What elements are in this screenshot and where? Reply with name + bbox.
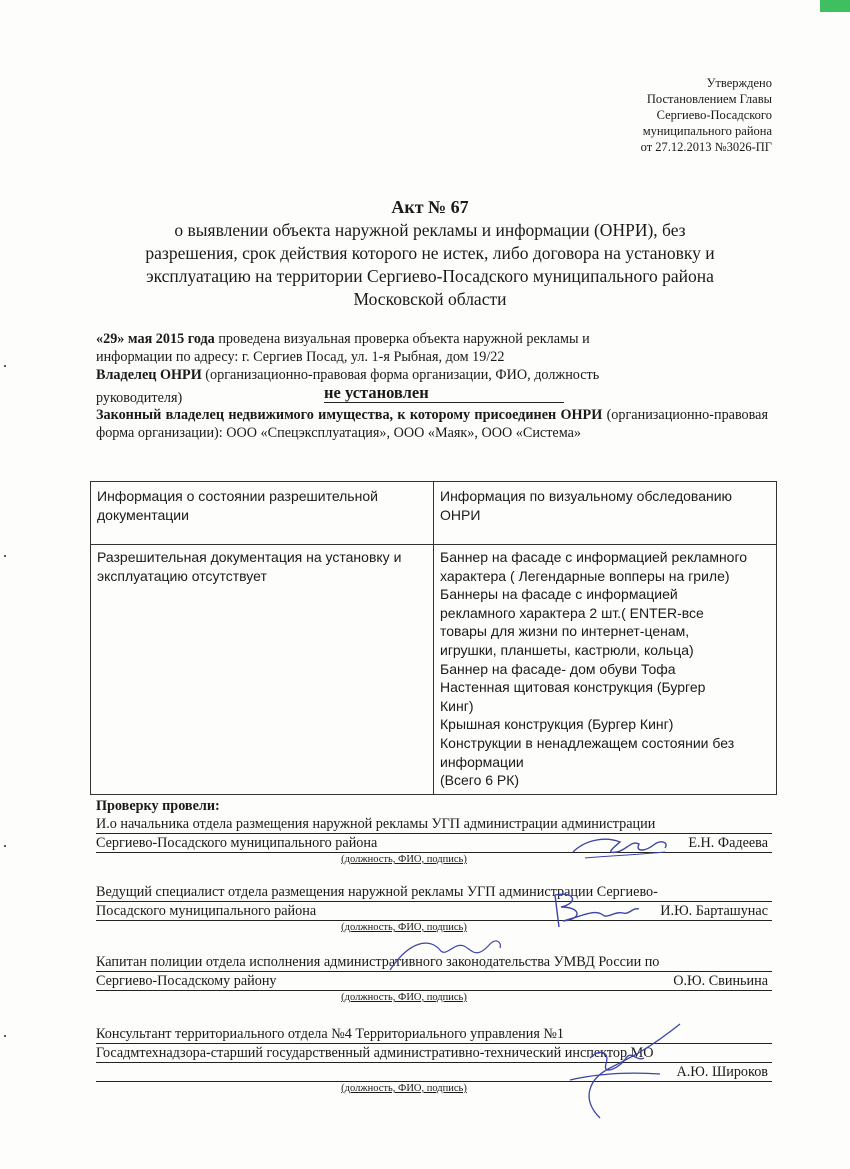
inspector-name: И.Ю. Барташунас — [660, 903, 768, 919]
finding-line: Настенная щитовая конструкция (Бургер — [440, 679, 706, 696]
inspector-position-2: Сергиево-Посадского муниципального района — [96, 835, 378, 851]
finding-line: Крышная конструкция (Бургер Кинг) — [440, 716, 674, 733]
table-divider — [433, 482, 434, 794]
address-text: информации по адресу: г. Сергиев Посад, ул. 1-я Рыбная, дом 19/22 — [96, 349, 505, 365]
scan-edge-mark — [820, 0, 850, 12]
inspection-paragraph — [96, 330, 768, 348]
inspection-date: «29» мая 2015 года — [96, 331, 215, 347]
inspection-text: проведена визуальная проверка объекта наружной рекламы и — [214, 331, 590, 347]
owner-desc-2: руководителя) — [96, 390, 183, 406]
approval-line: Постановлением Главы — [646, 92, 772, 106]
inspector-position: Капитан полиции отдела исполнения административного законодательства УМВД России по — [96, 953, 772, 972]
signature-block — [96, 883, 772, 934]
inspection-findings — [440, 548, 772, 790]
scan-dot — [4, 555, 6, 557]
owner-label: Владелец ОНРИ — [96, 367, 202, 383]
inspectors-title: Проверку провели: — [96, 798, 220, 814]
title-line: эксплуатацию на территории Сергиево-Посадского муниципального района — [146, 266, 714, 286]
approval-stamp — [552, 75, 772, 155]
approval-line: Сергиево-Посадского — [656, 108, 772, 122]
signature-fadeeva-icon — [565, 822, 675, 872]
document-title — [95, 196, 765, 311]
legal-owner-paragraph — [96, 406, 768, 442]
title-line: разрешения, срок действия которого не истек, либо договора на установку и — [145, 243, 715, 263]
documentation-table — [90, 481, 777, 795]
approval-line: от 27.12.2013 №3026-ПГ — [640, 140, 772, 154]
signature-caption: (должность, ФИО, подпись) — [341, 992, 467, 1003]
inspector-position: Консультант территориального отдела №4 Территориального управления №1 — [96, 1025, 772, 1044]
inspector-position: Ведущий специалист отдела размещения наружной рекламы УГП администрации Сергиево- — [96, 883, 772, 902]
act-number: Акт № 67 — [391, 197, 469, 217]
inspector-name: О.Ю. Свиньина — [673, 973, 768, 989]
legal-owner-label: Законный владелец недвижимого имущества, к которому присоединен ОНРИ — [96, 407, 603, 423]
table-divider — [91, 544, 776, 545]
finding-line: Баннер на фасаде с информацией рекламного — [440, 549, 748, 565]
title-line: Московской области — [353, 289, 507, 309]
signature-caption: (должность, ФИО, подпись) — [341, 922, 467, 933]
owner-paragraph — [96, 366, 768, 384]
inspector-name: Е.Н. Фадеева — [688, 835, 768, 851]
permit-status: Разрешительная документация на установку и эксплуатацию отсутствует — [97, 549, 402, 584]
signature-bartashunas-icon — [545, 885, 645, 933]
inspector-position-2: Сергиево-Посадскому району — [96, 973, 277, 989]
scan-dot — [4, 845, 6, 847]
finding-line: информации — [440, 753, 524, 770]
scan-dot — [4, 365, 6, 367]
table-header-permits: Информация о состоянии разрешительной документации — [97, 488, 378, 523]
signature-shirokov-icon — [540, 1018, 700, 1128]
finding-line: Конструкции в ненадлежащем состоянии без — [440, 734, 735, 751]
inspector-position-2: Госадмтехнадзора-старший государственный административно-технический инспектор МО — [96, 1044, 772, 1063]
scan-dot — [4, 1035, 6, 1037]
title-line: о выявлении объекта наружной рекламы и информации (ОНРИ), без — [174, 220, 686, 240]
inspector-position-2: Посадского муниципального района — [96, 903, 317, 919]
table-header-inspection: Информация по визуальному обследованию ОНРИ — [440, 488, 733, 523]
signature-caption: (должность, ФИО, подпись) — [341, 1083, 467, 1094]
signature-caption: (должность, ФИО, подпись) — [341, 854, 467, 865]
finding-line: рекламного характера 2 шт.( ENTER-все — [440, 604, 704, 621]
signature-svinyina-icon — [380, 930, 510, 980]
inspector-name: А.Ю. Широков — [676, 1064, 768, 1080]
owner-desc: (организационно-правовая форма организации, ФИО, должность — [201, 367, 600, 383]
finding-line: Кинг) — [440, 697, 474, 714]
owner-row — [96, 384, 768, 406]
inspectors-section — [96, 797, 772, 815]
finding-line: игрушки, планшеты, кастрюли, кольца) — [440, 641, 694, 658]
owner-value: не установлен — [324, 384, 564, 403]
finding-line: (Всего 6 РК) — [440, 772, 520, 789]
inspector-line — [96, 902, 772, 921]
finding-line: характера ( Легендарные вопперы на гриле) — [440, 567, 730, 584]
act-body — [96, 330, 768, 442]
finding-line: Баннер на фасаде- дом обуви Тофа — [440, 660, 676, 677]
finding-line: товары для жизни по интернет-ценам, — [440, 623, 690, 640]
inspector-position: И.о начальника отдела размещения наружной рекламы УГП администрации администрации — [96, 815, 772, 834]
finding-line: Баннеры на фасаде с информацией — [440, 586, 678, 603]
approval-line: муниципального района — [642, 124, 772, 138]
legal-owner-desc: (организационно-правовая форма организации): ООО «Спецэксплуатация», ООО «Маяк», ООО «Система» — [96, 407, 768, 441]
approval-line: Утверждено — [706, 76, 772, 90]
